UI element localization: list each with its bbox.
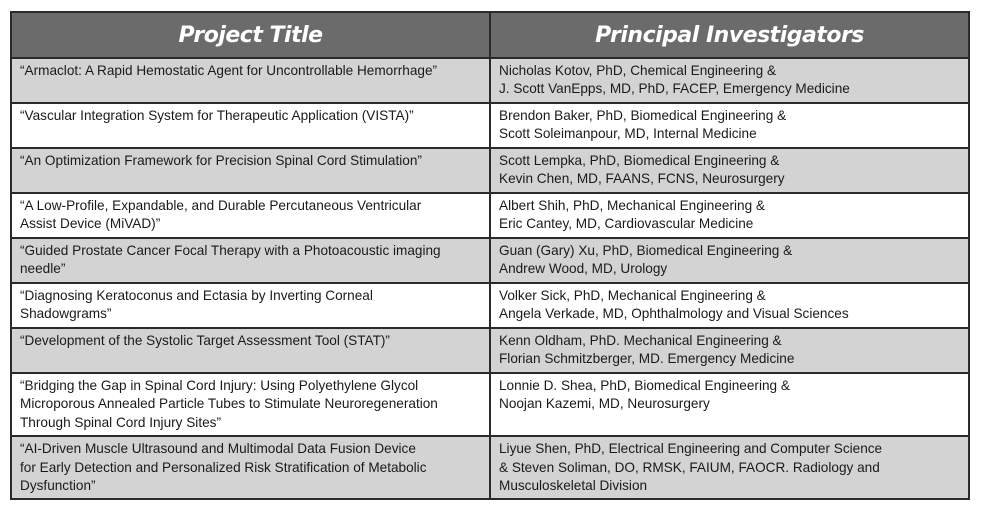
project-title-cell	[11, 436, 490, 499]
investigators-text: Kenn Oldham, PhD. Mechanical Engineering & Florian Schmitzberger, MD. Emergency Medicine	[499, 333, 795, 367]
table-row	[11, 58, 969, 103]
table-row	[11, 193, 969, 238]
investigators-cell	[490, 373, 969, 436]
investigators-cell	[490, 283, 969, 328]
project-title-text: “Bridging the Gap in Spinal Cord Injury: Using Polyethylene Glycol Microporous Annealed Particle Tubes to Stimulate Neuroregeneration Through Spinal Cord Injury Sites”	[20, 378, 438, 430]
projects-table	[10, 11, 970, 500]
investigators-cell	[490, 238, 969, 283]
project-title-cell	[11, 103, 490, 148]
investigators-cell	[490, 193, 969, 238]
project-title-text: “Guided Prostate Cancer Focal Therapy with a Photoacoustic imaging needle”	[20, 243, 441, 277]
project-title-cell	[11, 238, 490, 283]
project-title-cell	[11, 328, 490, 373]
investigators-cell	[490, 58, 969, 103]
investigators-text: Liyue Shen, PhD, Electrical Engineering and Computer Science & Steven Soliman, DO, RMSK, FAIUM, FAOCR. Radiology and Musculoskeletal Division	[499, 441, 883, 494]
table-row	[11, 148, 969, 193]
project-title-cell	[11, 283, 490, 328]
table-row	[11, 103, 969, 148]
header-principal-investigators: Principal Investigators	[490, 12, 969, 58]
investigators-text: Guan (Gary) Xu, PhD, Biomedical Engineering & Andrew Wood, MD, Urology	[499, 243, 793, 277]
investigators-text: Scott Lempka, PhD, Biomedical Engineering & Kevin Chen, MD, FAANS, FCNS, Neurosurgery	[499, 153, 785, 187]
table-row	[11, 436, 969, 499]
investigators-cell	[490, 148, 969, 193]
investigators-text: Volker Sick, PhD, Mechanical Engineering & Angela Verkade, MD, Ophthalmology and Visual Sciences	[499, 288, 849, 322]
project-title-text: “A Low-Profile, Expandable, and Durable Percutaneous Ventricular Assist Device (MiVAD)”	[20, 198, 422, 232]
project-title-text: “An Optimization Framework for Precision Spinal Cord Stimulation”	[20, 153, 422, 168]
investigators-text: Brendon Baker, PhD, Biomedical Engineering & Scott Soleimanpour, MD, Internal Medicine	[499, 108, 787, 142]
project-title-text: “Development of the Systolic Target Assessment Tool (STAT)”	[20, 333, 390, 348]
projects-table-container	[10, 11, 968, 500]
table-row	[11, 328, 969, 373]
project-title-cell	[11, 148, 490, 193]
project-title-cell	[11, 58, 490, 103]
investigators-text: Nicholas Kotov, PhD, Chemical Engineering & J. Scott VanEpps, MD, PhD, FACEP, Emergency Medicine	[499, 63, 850, 97]
investigators-cell	[490, 103, 969, 148]
investigators-text: Lonnie D. Shea, PhD, Biomedical Engineering & Noojan Kazemi, MD, Neurosurgery	[499, 378, 790, 412]
investigators-cell	[490, 328, 969, 373]
project-title-text: “Diagnosing Keratoconus and Ectasia by Inverting Corneal Shadowgrams”	[20, 288, 373, 322]
project-title-text: “Armaclot: A Rapid Hemostatic Agent for Uncontrollable Hemorrhage”	[20, 63, 438, 78]
header-row	[11, 12, 969, 58]
project-title-text: “AI-Driven Muscle Ultrasound and Multimodal Data Fusion Device for Early Detection and Personalized Risk Stratification of Metabolic Dysfunction”	[20, 441, 427, 494]
project-title-text: “Vascular Integration System for Therapeutic Application (VISTA)”	[20, 108, 414, 123]
table-row	[11, 283, 969, 328]
table-row	[11, 373, 969, 436]
project-title-cell	[11, 193, 490, 238]
investigators-cell	[490, 436, 969, 499]
project-title-cell	[11, 373, 490, 436]
header-project-title: Project Title	[11, 12, 490, 58]
table-row	[11, 238, 969, 283]
investigators-text: Albert Shih, PhD, Mechanical Engineering & Eric Cantey, MD, Cardiovascular Medicine	[499, 198, 765, 232]
